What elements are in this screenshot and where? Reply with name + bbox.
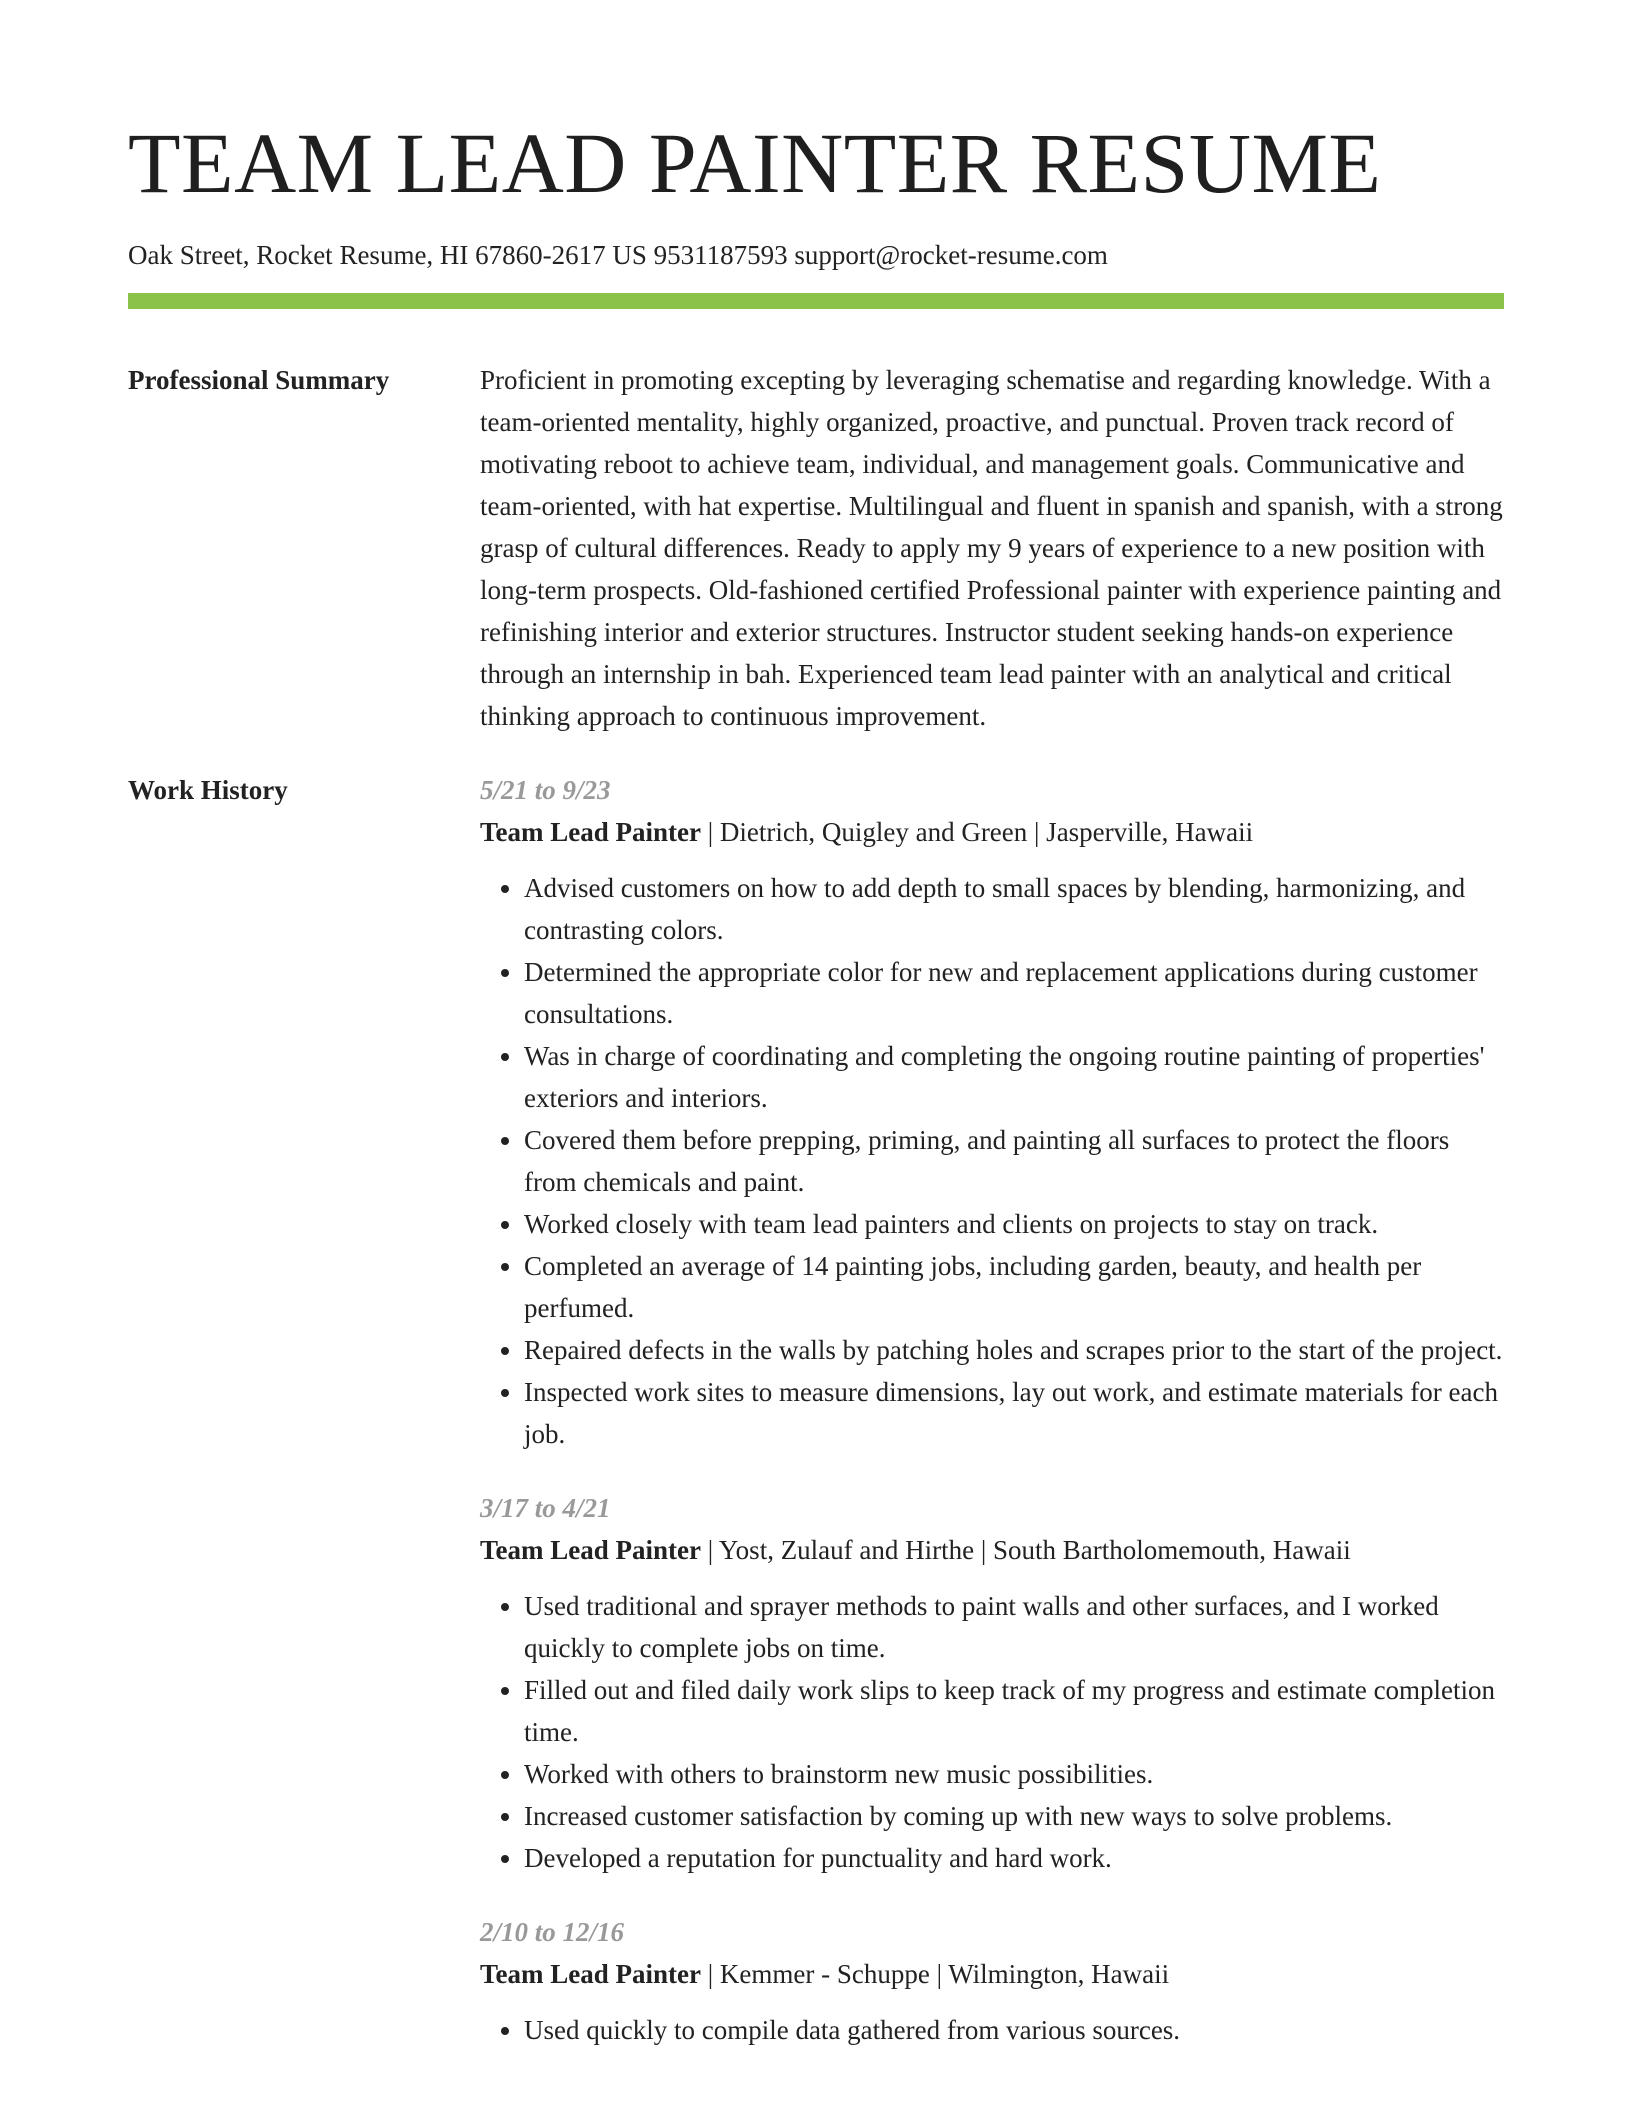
resume-page	[128, 115, 1504, 2083]
resume-title: TEAM LEAD PAINTER RESUME	[128, 115, 1382, 211]
duty-item: • Worked with others to brainstorm new music possibilities.	[524, 1753, 1504, 1795]
summary-text: Proficient in promoting excepting by leveraging schematise and regarding knowledge. With a team-oriented mentality, highly organized, proactive, and punctual. Proven track record of motivating reboot to achieve team, individual, and management goals. Communicative and team-oriented, with hat expertise. Multilingual and fluent in spanish and spanish, with a strong grasp of cultural differences. Ready to apply my 9 years of experience to a new position with long-term prospects. Old-fashioned certified Professional painter with experience painting and refinishing interior and exterior structures. Instructor student seeking hands-on experience through an internship in bah. Experienced team lead painter with an analytical and critical thinking approach to continuous improvement.	[480, 365, 1503, 731]
duty-item: • Advised customers on how to add depth to small spaces by blending, harmonizing, and contrasting colors.	[524, 867, 1504, 951]
section-label-work-history: Work History	[128, 775, 288, 805]
duty-item: • Covered them before prepping, priming, and painting all surfaces to protect the floors from chemicals and paint.	[524, 1119, 1504, 1203]
duty-item: • Worked closely with team lead painters and clients on projects to stay on track.	[524, 1203, 1504, 1245]
job-title: Team Lead Painter	[480, 1535, 701, 1565]
job-duties	[480, 1585, 1504, 1879]
job-employer-location: | Yost, Zulauf and Hirthe | South Bartholomemouth, Hawaii	[700, 1535, 1351, 1565]
job-dates: 2/10 to 12/16	[480, 1917, 625, 1947]
job-duties	[480, 867, 1504, 1455]
job-employer-location: | Dietrich, Quigley and Green | Jasperville, Hawaii	[700, 817, 1254, 847]
professional-summary-section	[128, 359, 1504, 737]
duty-item: • Used traditional and sprayer methods to paint walls and other surfaces, and I worked quickly to complete jobs on time.	[524, 1585, 1504, 1669]
duty-item: • Completed an average of 14 painting jobs, including garden, beauty, and health per perfumed.	[524, 1245, 1504, 1329]
job-entry	[480, 769, 1504, 1455]
job-entry	[480, 1911, 1504, 2051]
work-history-section	[128, 769, 1504, 2083]
job-dates: 5/21 to 9/23	[480, 775, 611, 805]
job-employer-location: | Kemmer - Schuppe | Wilmington, Hawaii	[700, 1959, 1170, 1989]
duty-item: • Increased customer satisfaction by coming up with new ways to solve problems.	[524, 1795, 1504, 1837]
job-duties	[480, 2009, 1504, 2051]
duty-item: • Filled out and filed daily work slips to keep track of my progress and estimate completion time.	[524, 1669, 1504, 1753]
header-divider	[128, 293, 1504, 309]
duty-item: • Developed a reputation for punctuality and hard work.	[524, 1837, 1504, 1879]
duty-item: • Inspected work sites to measure dimensions, lay out work, and estimate materials for each job.	[524, 1371, 1504, 1455]
job-dates: 3/17 to 4/21	[480, 1493, 611, 1523]
duty-item: • Was in charge of coordinating and completing the ongoing routine painting of properties' exteriors and interiors.	[524, 1035, 1504, 1119]
section-label-summary: Professional Summary	[128, 365, 390, 395]
work-history-list	[480, 769, 1504, 2083]
job-title: Team Lead Painter	[480, 817, 701, 847]
duty-item: • Repaired defects in the walls by patching holes and scrapes prior to the start of the project.	[524, 1329, 1504, 1371]
job-heading	[480, 811, 1504, 853]
job-heading	[480, 1529, 1504, 1571]
job-title: Team Lead Painter	[480, 1959, 701, 1989]
contact-line: Oak Street, Rocket Resume, HI 67860-2617 US 9531187593 support@rocket-resume.com	[128, 240, 1108, 270]
job-heading	[480, 1953, 1504, 1995]
job-entry	[480, 1487, 1504, 1879]
duty-item: • Determined the appropriate color for new and replacement applications during customer consultations.	[524, 951, 1504, 1035]
duty-item: • Used quickly to compile data gathered from various sources.	[524, 2009, 1504, 2051]
